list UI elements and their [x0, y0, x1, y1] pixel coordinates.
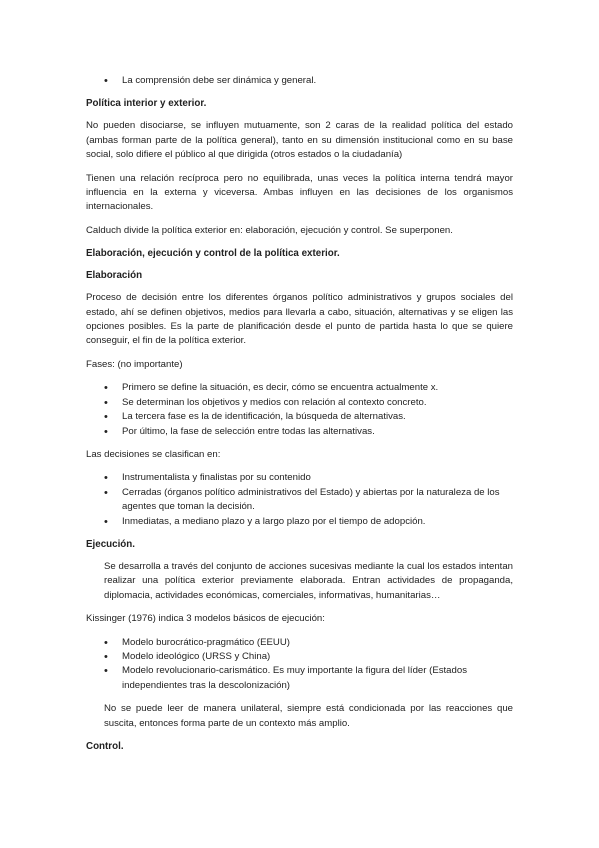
paragraph: Calduch divide la política exterior en: elaboración, ejecución y control. Se superponen.	[86, 224, 453, 236]
list-item: • Instrumentalista y finalistas por su contenido	[86, 471, 513, 485]
paragraph: No pueden disociarse, se influyen mutuamente, son 2 caras de la realidad política del estado (ambas forman parte de la política general), tanto en su dimensión institucional como en su base social, solo difiere el público al que dirigida (otros estados o la ciudadanía)	[86, 120, 513, 161]
list-item: • Modelo ideológico (URSS y China)	[86, 650, 513, 664]
list-item: • Inmediatas, a mediano plazo y a largo plazo por el tiempo de adopción.	[86, 515, 513, 529]
heading-politica-interior-exterior: Política interior y exterior.	[86, 98, 207, 110]
kissinger-label: Kissinger (1976) indica 3 modelos básicos de ejecución:	[86, 613, 325, 625]
list-item: • Primero se define la situación, es decir, cómo se encuentra actualmente x.	[86, 381, 513, 395]
fases-list	[86, 381, 513, 439]
list-item: • Se determinan los objetivos y medios con relación al contexto concreto.	[86, 396, 513, 410]
heading-elaboracion-ejecucion-control: Elaboración, ejecución y control de la política exterior.	[86, 248, 340, 260]
intro-bullet-list	[86, 74, 513, 88]
paragraph: No se puede leer de manera unilateral, siempre está condicionada por las reacciones que suscita, entonces forma parte de un contexto más amplio.	[104, 703, 513, 729]
heading-ejecucion: Ejecución.	[86, 538, 135, 550]
modelos-list	[86, 636, 513, 694]
list-item: • La comprensión debe ser dinámica y general.	[86, 74, 513, 88]
heading-elaboracion: Elaboración	[86, 270, 143, 282]
decisiones-list	[86, 471, 513, 529]
paragraph: Proceso de decisión entre los diferentes órganos político administrativos y grupos sociales del estado, ahí se definen objetivos, medios para llevarla a cabo, situación, alternativas y se eligen las opciones posibles. Es la parte de planificación desde el punto de partida hasta lo que se quiere conseguir, el fin de la política exterior.	[86, 292, 513, 347]
list-item: • La tercera fase es la de identificación, la búsqueda de alternativas.	[86, 410, 513, 424]
list-item: • Cerradas (órganos político administrativos del Estado) y abiertas por la naturaleza de los agentes que toman la decisión.	[86, 486, 513, 515]
list-item: • Modelo revolucionario-carismático. Es muy importante la figura del líder (Estados independientes tras la descolonización)	[86, 664, 513, 693]
decisiones-label: Las decisiones se clasifican en:	[86, 448, 221, 460]
heading-control: Control.	[86, 741, 124, 752]
paragraph: Se desarrolla a través del conjunto de acciones sucesivas mediante la cual los estados intentan realizar una política exterior previamente elaborada. Entran actividades de propaganda, diplomacia, actividades económicas, comerciales, informativas, humanitarias…	[104, 560, 513, 601]
fases-label: Fases: (no importante)	[86, 358, 183, 370]
list-item: • Modelo burocrático-pragmático (EEUU)	[86, 636, 513, 650]
paragraph: Tienen una relación recíproca pero no equilibrada, unas veces la política interna tendrá mayor influencia en la externa y viceversa. Ambas influyen en las decisiones de los organismos internacionales.	[86, 172, 513, 213]
list-item: • Por último, la fase de selección entre todas las alternativas.	[86, 425, 513, 439]
